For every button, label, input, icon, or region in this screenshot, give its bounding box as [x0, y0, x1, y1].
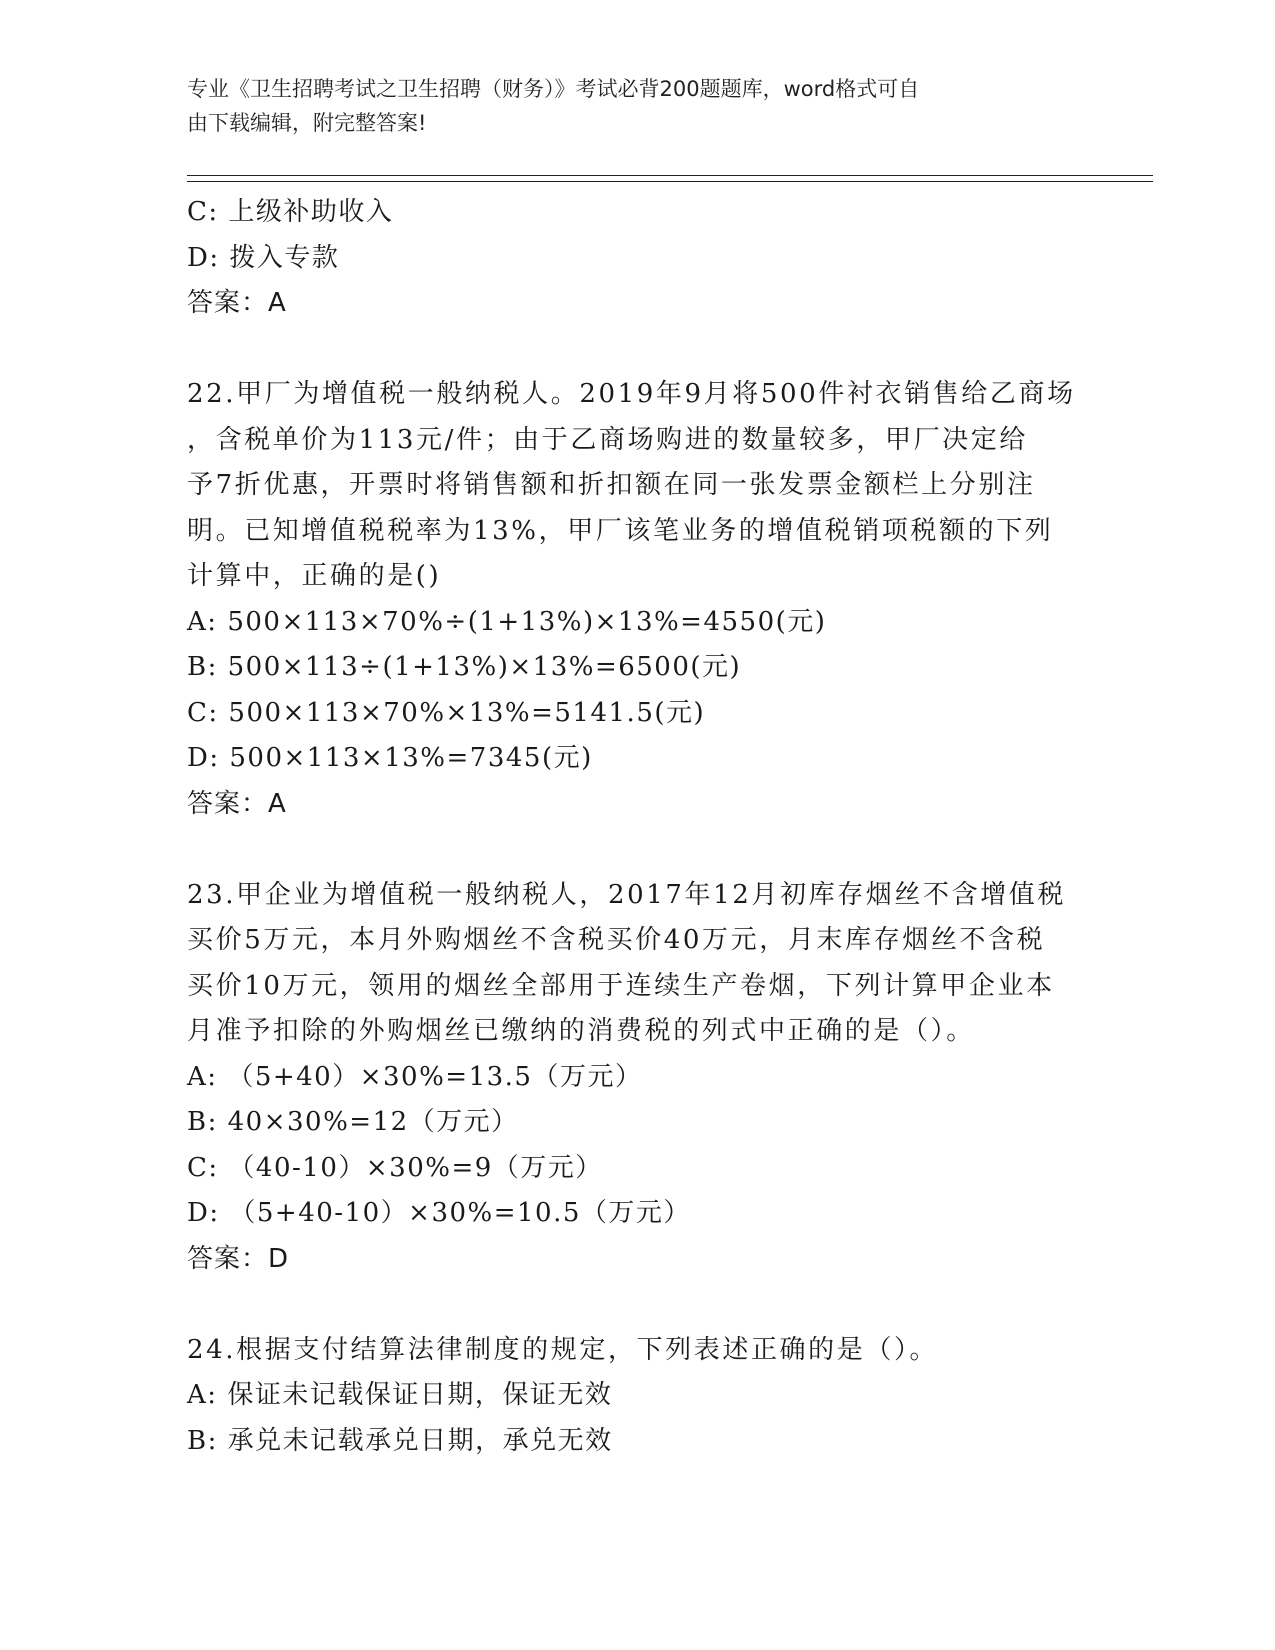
option-d: D: 500×113×13%=7345(元)	[187, 743, 593, 773]
option-b: B: 40×30%=12（万元）	[187, 1107, 519, 1137]
document-header	[187, 72, 1067, 140]
answer-line: 答案：A	[187, 788, 287, 819]
option-a: A: （5+40）×30%=13.5（万元）	[187, 1061, 643, 1092]
question-content	[187, 190, 1087, 1464]
option-a: A: 保证未记载保证日期，保证无效	[187, 1380, 613, 1410]
question-text: 22.甲厂为增值税一般纳税人。2019年9月将500件衬衣销售给乙商场 ，含税单价为113元/件；由于乙商场购进的数量较多，甲厂决定给 予7折优惠，开票时将销售额和折扣额在同一张发票金额栏上分别注 明。已知增值税税率为13%，甲厂该笔业务的增值税销项税额的下列 计算中，正确的是()	[187, 379, 1076, 591]
option-d: D: 拨入专款	[187, 242, 340, 273]
question-24	[187, 1328, 1087, 1465]
header-rule-bottom	[187, 181, 1153, 182]
header-rule-top	[187, 175, 1153, 176]
header-line-1: 专业《卫生招聘考试之卫生招聘（财务）》考试必背200题题库，word格式可自	[187, 77, 920, 101]
question-text: 23.甲企业为增值税一般纳税人，2017年12月初库存烟丝不含增值税 买价5万元，本月外购烟丝不含税买价40万元，月末库存烟丝不含税 买价10万元，领用的烟丝全部用于连续生产卷烟，下列计算甲企业本 月准予扣除的外购烟丝已缴纳的消费税的列式中正确的是（）。	[187, 879, 1067, 1046]
question-23	[187, 873, 1087, 1283]
answer-line: 答案：A	[187, 288, 287, 318]
option-d: D: （5+40-10）×30%=10.5（万元）	[187, 1198, 691, 1228]
prev-question	[187, 190, 1087, 327]
option-b: B: 承兑未记载承兑日期，承兑无效	[187, 1425, 613, 1456]
answer-line: 答案：D	[187, 1243, 290, 1274]
option-c: C: 上级补助收入	[187, 197, 394, 227]
header-line-2: 由下载编辑，附完整答案!	[187, 111, 427, 135]
option-b: B: 500×113÷(1+13%)×13%=6500(元)	[187, 652, 742, 682]
question-22	[187, 372, 1087, 827]
option-c: C: 500×113×70%×13%=5141.5(元)	[187, 697, 706, 728]
option-a: A: 500×113×70%÷(1+13%)×13%=4550(元)	[187, 606, 827, 637]
option-c: C: （40-10）×30%=9（万元）	[187, 1152, 603, 1183]
question-text: 24.根据支付结算法律制度的规定，下列表述正确的是（）。	[187, 1334, 939, 1365]
